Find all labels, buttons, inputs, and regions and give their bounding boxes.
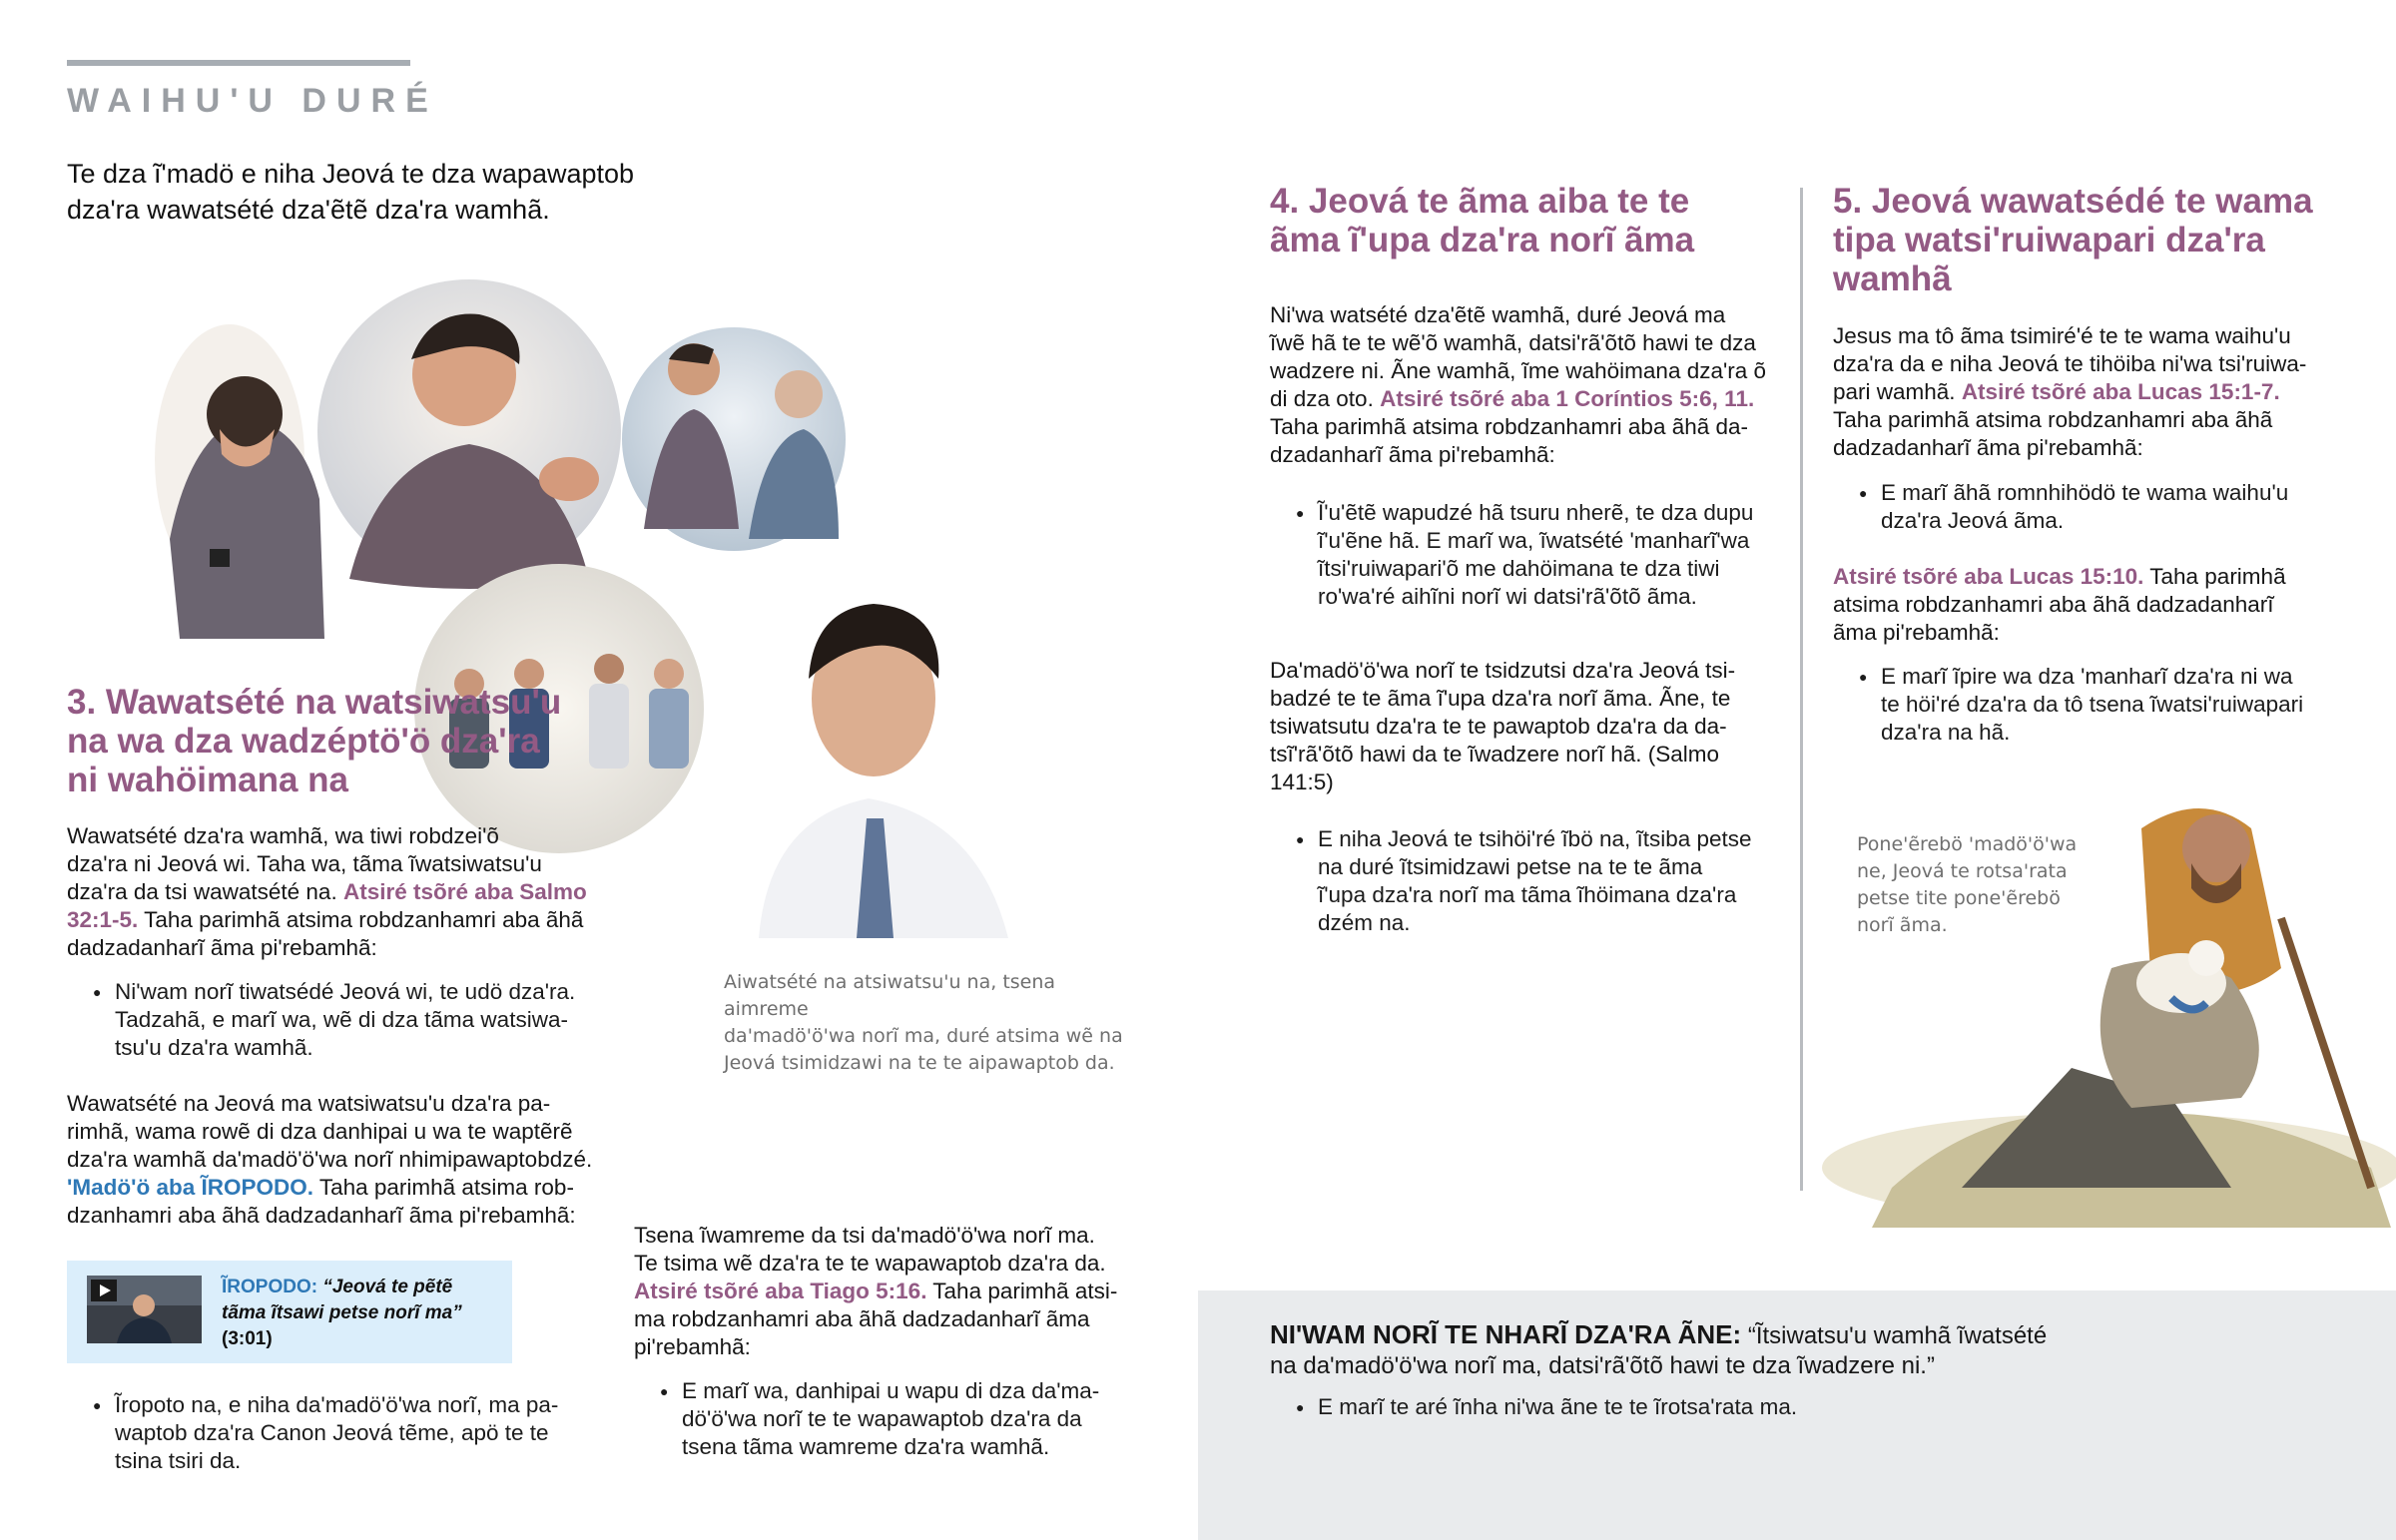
text-line: Tadzahã, e marĩ wa, wẽ di dza tãma watsiwa- (115, 1007, 568, 1032)
text-line: 141:5) (1270, 770, 1334, 794)
text-line: ro'wa'ré aihĩni norĩ wi datsi'rã'õtõ ãma. (1318, 584, 1697, 609)
video-link[interactable]: 'Madö'ö aba ĨROPODO. (67, 1175, 313, 1200)
scripture-reference-salmo-verses[interactable]: 32:1-5. (67, 907, 139, 932)
text-line (67, 878, 626, 906)
section-5-heading (1833, 182, 2372, 298)
bullet-item (1270, 499, 1789, 611)
man-praying (317, 279, 621, 589)
illustration-caption (724, 969, 1143, 1077)
section-3-bullet-1 (67, 978, 626, 1062)
section-kicker: WAIHU'U DURÉ (67, 82, 438, 120)
text-line: Te tsima wẽ dza'ra te te wapawaptob dza'ra da. (634, 1251, 1106, 1276)
text-line: ĩ'u'ẽne hã. E marĩ wa, ĩwatsété 'manharĩ'wa (1318, 528, 1750, 553)
section-5-heading-line: 5. Jeová wawatsédé te wama (1833, 182, 2313, 221)
text-line: tsena tãma wamreme dza'ra wamhã. (682, 1434, 1050, 1459)
column-divider (1800, 188, 1803, 1191)
text-line (1270, 1319, 2368, 1351)
text-line: dzadanharĩ ãma pi'rebamhã: (1270, 442, 1555, 467)
video-title-line (222, 1275, 501, 1300)
caption-line: Jeová tsimidzawi na te te aipawaptob da. (724, 1052, 1115, 1074)
text-line: dzém na. (1318, 910, 1411, 935)
text-line (1833, 378, 2372, 406)
bullet-item (67, 1391, 626, 1475)
text-line (634, 1278, 1153, 1305)
section-4-bullet-1 (1270, 499, 1789, 611)
section-4-heading-line: ãma ĩ'upa dza'ra norĩ ãma (1270, 221, 1695, 259)
text-line: dadzadanharĩ ãma pi'rebamhã: (67, 935, 377, 960)
text-span: dza'ra da tsi wawatsété na. (67, 879, 343, 904)
section-3-bullet-2 (67, 1391, 626, 1475)
section-5-heading-line: tipa watsi'ruiwapari dza'ra (1833, 221, 2265, 259)
man-hopeful (759, 604, 1008, 938)
text-line: na duré ĩtsimidzawi petse na te te ãma (1318, 854, 1703, 879)
text-line: tsina tsiri da. (115, 1448, 242, 1473)
middle-paragraph (634, 1222, 1153, 1361)
text-span: di dza oto. (1270, 386, 1381, 411)
caption-line: ne, Jeová te rotsa'rata (1857, 860, 2068, 882)
text-line: ● E niha Jeová te tsihöi'ré ĩbö na, ĩtsiba petse (1318, 826, 1752, 851)
text-line: ĩtsi'ruiwapari'õ me dahöimana te dza tiwi (1318, 556, 1720, 581)
text-line: dza'ra da e niha Jeová te tihöiba ni'wa tsi'ruiwa- (1833, 351, 2307, 376)
text-line: dö'ö'wa norĩ te te wapawaptob dza'ra da (682, 1406, 1082, 1431)
text-line: waptob dza'ra Canon Jeová tẽme, apö te te (115, 1420, 549, 1445)
middle-bullet (634, 1377, 1153, 1461)
scripture-reference-tiago[interactable]: Atsiré tsõré aba Tiago 5:16. (634, 1279, 927, 1303)
text-line: tsĩ'rã'õtõ hawi da te ĩwadzere norĩ hã. (Salmo (1270, 742, 1720, 767)
text-line: Taha parimhã atsima robdzanhamri aba ãhã da- (1270, 414, 1749, 439)
text-line: ĩwẽ hã te te wẽ'õ wamhã, datsi'rã'õtõ hawi te dza (1270, 330, 1756, 355)
text-line: ● Ĩ'u'ẽtẽ wapudzé hã tsuru nherẽ, te dza dupu (1318, 500, 1754, 525)
text-span: “Ĩtsiwatsu'u wamhã ĩwatsété (1741, 1322, 2048, 1349)
text-line: dadzadanharĩ ãma pi'rebamhã: (1833, 435, 2143, 460)
section-5-paragraph-1 (1833, 322, 2372, 462)
scripture-reference-lucas-15-10[interactable]: Atsiré tsõré aba Lucas 15:10. (1833, 564, 2144, 589)
video-thumbnail[interactable] (87, 1276, 202, 1343)
shepherd-caption (1857, 831, 2087, 939)
text-line: Tsena ĩwamreme da tsi da'madö'ö'wa norĩ ma. (634, 1223, 1095, 1248)
video-title[interactable] (222, 1275, 501, 1352)
section-3-heading (67, 683, 626, 799)
text-line: ● E marĩ wa, danhipai u wapu di dza da'ma- (682, 1378, 1100, 1403)
text-line: ● E marĩ ãhã romnhihödö te wama waihu'u (1881, 480, 2289, 505)
text-line: pi'rebamhã: (634, 1334, 751, 1359)
bullet-item (67, 978, 626, 1062)
caption-line: Aiwatsété na atsiwatsu'u na, tsena aimreme (724, 971, 1056, 1020)
bullet-item (634, 1377, 1153, 1461)
text-line: ãma pi'rebamhã: (1833, 620, 2000, 645)
video-title-line: tãma ĩtsawi petse norĩ ma” (222, 1302, 462, 1323)
text-line (1270, 385, 1789, 413)
section-5-paragraph-2 (1833, 563, 2372, 647)
scripture-reference-lucas-15-1[interactable]: Atsiré tsõré aba Lucas 15:1-7. (1961, 379, 2280, 404)
video-duration: (3:01) (222, 1328, 273, 1349)
bullet-item (1833, 479, 2372, 535)
question-box-label: NI'WAM NORĨ TE NHARĨ DZA'RA ÃNE: (1270, 1319, 1742, 1349)
text-line: badzé te te ãma ĩ'upa dza'ra norĩ ãma. Ãne, te (1270, 686, 1731, 711)
caption-line: Pone'ẽrebö 'madö'ö'wa (1857, 833, 2078, 855)
section-5-bullet-2 (1833, 663, 2372, 747)
text-line: te höi'ré dza'ra da tô tsena ĩwatsi'ruiwapari (1881, 692, 2304, 717)
section-5-heading-line: wamhã (1833, 259, 1952, 298)
text-line: Taha parimhã atsima robdzanhamri aba ãhã (1833, 407, 2273, 432)
text-line: tsiwatsutu dza'ra te te pawaptob dza'ra da da- (1270, 714, 1727, 739)
text-line (67, 1174, 626, 1202)
bullet-item: ● E marĩ te aré ĩnha ni'wa ãne te te ĩrotsa'rata ma. (1270, 1393, 2368, 1421)
text-line: Wawatsété dza'ra wamhã, wa tiwi robdzei'õ (67, 823, 499, 848)
text-line: rimhã, wama rowẽ di dza danhipai u wa te waptẽrẽ (67, 1119, 573, 1144)
section-3-heading-line: ni wahöimana na (67, 761, 348, 799)
text-line: Ni'wa watsété dza'ẽtẽ wamhã, duré Jeová ma (1270, 302, 1726, 327)
text-line (67, 906, 626, 934)
text-span: Taha parimhã (2143, 564, 2286, 589)
header-rule (67, 60, 410, 66)
section-4-bullet-2 (1270, 825, 1789, 937)
intro-text: Te dza ĩ'madö e niha Jeová te dza wapawaptob dza'ra wawatsété dza'ẽtẽ dza'ra wamhã. (67, 159, 635, 225)
scripture-reference-corintios[interactable]: Atsiré tsõré aba 1 Coríntios 5:6, 11. (1380, 386, 1755, 411)
section-4-paragraph-1 (1270, 301, 1789, 469)
bullet-item (1270, 825, 1789, 937)
text-line: dzanhamri aba ãhã dadzadanharĩ ãma pi'rebamhã: (67, 1203, 576, 1228)
text-line: dza'ra ni Jeová wi. Taha wa, tãma ĩwatsiwatsu'u (67, 851, 542, 876)
section-4-paragraph-2 (1270, 657, 1789, 796)
scripture-reference-salmo[interactable]: Atsiré tsõré aba Salmo (342, 879, 587, 904)
text-line: ● Ĩropoto na, e niha da'madö'ö'wa norĩ, ma pa- (115, 1392, 559, 1417)
text-line: tsu'u dza'ra wamhã. (115, 1035, 313, 1060)
section-3-paragraph-1 (67, 822, 626, 962)
text-line (1833, 563, 2372, 591)
text-line: ma robdzanhamri aba ãhã dadzadanharĩ ãma (634, 1306, 1090, 1331)
caption-line: norĩ ãma. (1857, 914, 1948, 936)
text-line: na da'madö'ö'wa norĩ ma, datsi'rã'õtõ hawi te dza ĩwadzere ni.” (1270, 1352, 1935, 1379)
caption-line: da'madö'ö'wa norĩ ma, duré atsima wẽ na (724, 1025, 1123, 1047)
man-distressed (155, 324, 324, 639)
text-span: Taha parimhã atsi- (926, 1279, 1118, 1303)
section-3-heading-line: na wa dza wadzéptö'ö dza'ra (67, 722, 540, 761)
text-line: ĩ'upa dza'ra norĩ ma tãma ĩhöimana dza'ra (1318, 882, 1737, 907)
text-line: Da'madö'ö'wa norĩ te tsidzutsi dza'ra Jeová tsi- (1270, 658, 1736, 683)
bullet-item (1833, 663, 2372, 747)
text-span: Taha parimhã atsima robdzanhamri aba ãhã (138, 907, 584, 932)
video-label: ĨROPODO: (222, 1277, 318, 1297)
caption-line: petse tite pone'ẽrebö (1857, 887, 2061, 909)
text-line: Jesus ma tô ãma tsimiré'é te te wama waihu'u (1833, 323, 2291, 348)
text-span: Taha parimhã atsima rob- (312, 1175, 574, 1200)
phone-call-scene (622, 327, 846, 551)
text-line: ● E marĩ ĩpire wa dza 'manharĩ dza'ra ni wa (1881, 664, 2293, 689)
section-5-bullet-1 (1833, 479, 2372, 535)
text-line: dza'ra Jeová ãma. (1881, 508, 2065, 533)
section-4-heading-line: 4. Jeová te ãma aiba te te (1270, 182, 1690, 221)
play-icon[interactable] (91, 1280, 117, 1301)
text-line: ● Ni'wam norĩ tiwatsédé Jeová wi, te udö dza'ra. (115, 979, 576, 1004)
question-box-bullet (1270, 1393, 2368, 1421)
text-line: atsima robdzanhamri aba ãhã dadzadanharĩ (1833, 592, 2274, 617)
text-line: dza'ra wamhã da'madö'ö'wa norĩ nhimipawaptobdzé. (67, 1147, 593, 1172)
text-line: wadzere ni. Ãne wamhã, ĩme wahöimana dza'ra õ (1270, 358, 1767, 383)
text-span: pari wamhã. (1833, 379, 1962, 404)
text-span: “Jeová te pẽtẽ (322, 1277, 453, 1297)
video-card[interactable] (67, 1261, 512, 1363)
section-4-heading (1270, 182, 1789, 259)
text-line: dza'ra na hã. (1881, 720, 2011, 745)
question-box-text (1270, 1319, 2368, 1381)
section-3-paragraph-2 (67, 1090, 626, 1230)
text-line: Wawatsété na Jeová ma watsiwatsu'u dza'ra pa- (67, 1091, 551, 1116)
section-3-heading-line: 3. Wawatsété na watsiwatsu'u (67, 683, 562, 722)
